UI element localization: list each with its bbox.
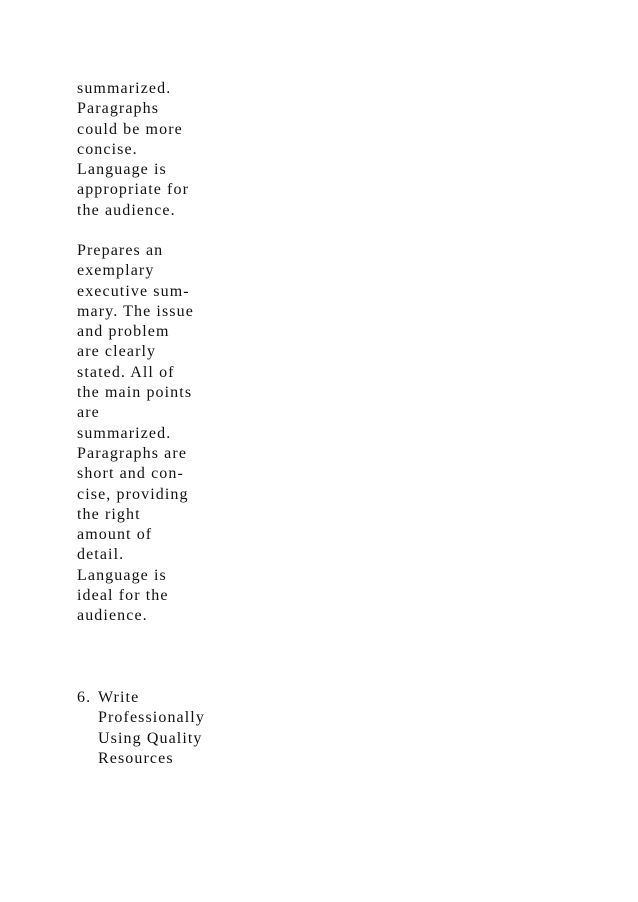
text-line: could be more [77, 120, 183, 138]
text-line: Prepares an [77, 242, 164, 259]
text-line: Language is [77, 161, 167, 179]
text-line: mary. The issue [77, 302, 194, 320]
text-line: and problem [77, 323, 170, 341]
text-line: Using Quality [98, 729, 203, 747]
text-line: summarized. [77, 424, 172, 442]
text-line: the right [77, 505, 141, 523]
text-line: summarized. [77, 80, 172, 97]
text-line: concise. [77, 140, 138, 158]
text-line: executive sum- [77, 282, 190, 300]
text-line: Professionally [98, 709, 205, 727]
text-line: detail. [77, 546, 125, 564]
text-line: are clearly [77, 343, 157, 361]
list-number: 6. [77, 689, 92, 706]
text-line: ideal for the [77, 587, 169, 605]
text-line: Resources [98, 749, 174, 767]
text-line: appropriate for [77, 181, 190, 199]
text-line: short and con- [77, 465, 184, 483]
text-line: the audience. [77, 201, 176, 219]
paragraph-exemplary-criteria [77, 241, 194, 627]
text-line: the main points [77, 384, 193, 402]
text-line: audience. [77, 607, 148, 625]
numbered-list-item [77, 688, 205, 769]
text-line: Language is [77, 566, 167, 584]
paragraph-partial-criteria [77, 79, 189, 221]
list-item-heading [98, 688, 205, 769]
text-line: Paragraphs [77, 100, 160, 118]
text-line: Paragraphs are [77, 444, 188, 462]
text-line: stated. All of [77, 363, 175, 381]
text-line: are [77, 404, 100, 422]
text-line: exemplary [77, 262, 155, 280]
text-line: cise, providing [77, 485, 189, 503]
text-line: amount of [77, 526, 153, 544]
text-line: Write [98, 689, 140, 706]
